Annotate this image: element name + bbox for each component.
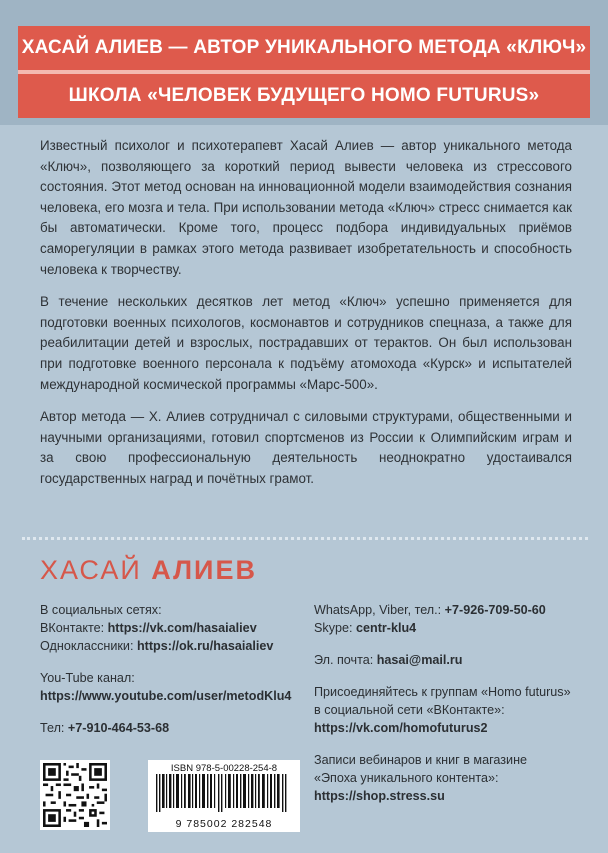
ok-line	[40, 637, 310, 655]
skype-id: centr-klu4	[356, 621, 417, 635]
vk-label: ВКонтакте:	[40, 621, 108, 635]
shop-line-1: Записи вебинаров и книг в магазине	[314, 753, 528, 767]
whatsapp-line	[314, 601, 594, 619]
author-name	[40, 555, 257, 586]
contacts-right	[314, 601, 594, 805]
author-first-name: ХАСАЙ	[40, 555, 142, 585]
ok-label: Одноклассники:	[40, 639, 137, 653]
author-last-name: АЛИЕВ	[151, 555, 257, 585]
phone-label: Тел:	[40, 721, 68, 735]
contacts-left	[40, 601, 310, 737]
shop-line-2: «Эпоха уникального контента»:	[314, 771, 499, 785]
qr-code-icon	[40, 760, 110, 830]
isbn-barcode	[148, 760, 300, 832]
paragraph-1: Известный психолог и психотерапевт Хасай Алиев — автор уникального метода «Ключ», позволяющего за короткий период вывести человека из стрессового состояния. Этот метод основан на инновационной модели взаимодействия сознания человека, его мозга и тела. При использовании метода «Ключ» стресс снимается как бы автоматически. Кроме того, процесс подбора индивидуальных приёмов саморегуляции в рамках этого метода развивает изобретательность и способность человека к творчеству.	[40, 138, 572, 277]
spacer	[314, 637, 594, 651]
paragraph-3: Автор метода — Х. Алиев сотрудничал с силовыми структурами, общественными и научными организациями, готовил спортсменов из России к Олимпийским играм и за свою профессиональную деятельность неоднократно удостаивался государственных наград и почётных грамот.	[40, 409, 572, 486]
spacer	[40, 655, 310, 669]
ok-link[interactable]: https://ok.ru/hasaialiev	[136, 639, 274, 653]
spacer	[40, 705, 310, 719]
social-heading: В социальных сетях:	[40, 603, 162, 617]
skype-line	[314, 619, 594, 637]
isbn-text: ISBN 978-5-00228-254-8	[170, 763, 278, 774]
qr-code-graphic	[43, 763, 107, 827]
email-line	[314, 651, 594, 669]
group-link[interactable]: https://vk.com/homofuturus2	[314, 721, 488, 735]
skype-label: Skype:	[314, 621, 356, 635]
shop-link[interactable]: https://shop.stress.su	[314, 789, 445, 803]
youtube-link[interactable]: https://www.youtube.com/user/metodKlu4	[40, 689, 292, 703]
group-line-2: в социальной сети «ВКонтакте»:	[314, 703, 505, 717]
vk-link[interactable]: https://vk.com/hasaialiev	[107, 621, 257, 635]
youtube-heading: You-Tube канал:	[40, 671, 135, 685]
header-banner	[18, 26, 590, 118]
barcode-icon	[152, 774, 296, 812]
spacer	[314, 669, 594, 683]
phone-line	[40, 719, 310, 737]
barcode-digits: 9 785002 282548	[175, 818, 273, 830]
paragraph-2: В течение нескольких десятков лет метод «Ключ» успешно применяется для подготовки военных психологов, космонавтов и сотрудников спецназа, а также для реабилитации детей и взрослых, пострадавших от терактов. Он был использован при подготовке военного персонала к подъёму атомохода «Курск» и испытателей международной космической программы «Марс-500».	[40, 294, 572, 392]
header-title: ХАСАЙ АЛИЕВ — АВТОР УНИКАЛЬНОГО МЕТОДА «КЛЮЧ»	[21, 37, 587, 58]
description	[40, 136, 572, 502]
header-subtitle: ШКОЛА «ЧЕЛОВЕК БУДУЩЕГО HOMO FUTURUS»	[68, 85, 540, 106]
vk-line	[40, 619, 310, 637]
whatsapp-phone: +7-926-709-50-60	[444, 603, 546, 617]
email-link[interactable]: hasai@mail.ru	[376, 653, 463, 667]
dotted-divider	[22, 537, 588, 540]
spacer	[314, 737, 594, 751]
phone-number: +7-910-464-53-68	[67, 721, 170, 735]
whatsapp-label: WhatsApp, Viber, тел.:	[314, 603, 445, 617]
group-line-1: Присоединяйтесь к группам «Homo futurus»	[314, 685, 571, 699]
email-label: Эл. почта:	[314, 653, 377, 667]
